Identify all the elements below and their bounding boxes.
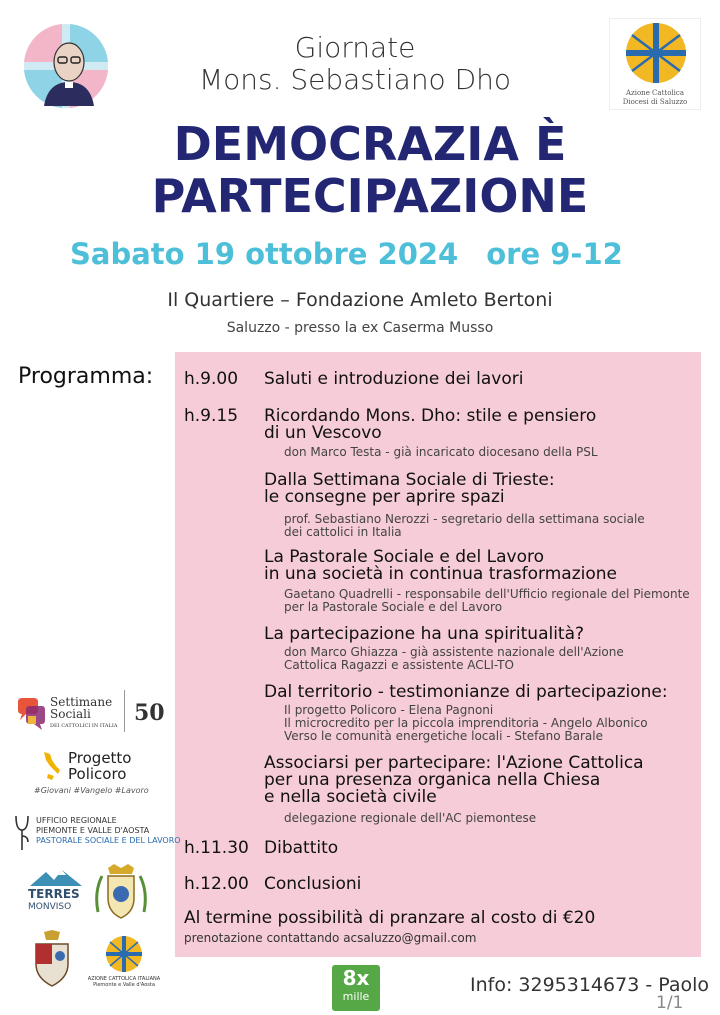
program-item-title xyxy=(264,626,584,643)
ufficio-regionale-logo xyxy=(12,812,181,854)
program-time: h.11.30 xyxy=(184,838,249,858)
program-item-title-line: Dal territorio - testimonianze di partecipazione: xyxy=(264,682,668,702)
otto-per-mille-logo xyxy=(332,965,380,1011)
program-item-title-line: di un Vescovo xyxy=(264,423,382,443)
program-item-speaker xyxy=(284,704,648,743)
program-item-title-line: per una presenza organica nella Chiesa xyxy=(264,770,601,790)
fifty-anniversary: 50 xyxy=(134,700,165,726)
terres-line1: TERRES xyxy=(28,887,80,901)
ac-italia-line1: AZIONE CATTOLICA ITALIANA xyxy=(87,976,161,982)
speaker-line: Cattolica Ragazzi e assistente ACLI-TO xyxy=(284,658,514,672)
ac-caption xyxy=(610,89,700,107)
speech-bubbles-icon xyxy=(16,696,46,732)
event-date xyxy=(70,237,670,271)
policoro-tags: #Giovani #Vangelo #Lavoro xyxy=(34,786,149,795)
ac-caption-line1: Azione Cattolica xyxy=(625,89,684,97)
program-item-speaker xyxy=(284,588,690,614)
program-item-speaker xyxy=(284,513,645,539)
terres-monviso-logo xyxy=(28,868,84,916)
progetto-policoro-logo xyxy=(34,748,154,798)
speaker-line: don Marco Testa - già incaricato diocesano della PSL xyxy=(284,445,598,459)
speaker-line: delegazione regionale dell'AC piemontese xyxy=(284,811,537,825)
bishop-arms-icon xyxy=(30,930,74,988)
logo-divider xyxy=(124,690,125,732)
program-item-title xyxy=(264,549,617,583)
venue-name: Il Quartiere – Fondazione Amleto Bertoni xyxy=(167,289,553,311)
program-item-title-line: Ricordando Mons. Dho: stile e pensiero xyxy=(264,406,597,426)
speaker-line: per la Pastorale Sociale e del Lavoro xyxy=(284,600,503,614)
series-line2: Mons. Sebastiano Dho xyxy=(198,63,512,96)
saluzzo-coat-of-arms xyxy=(92,862,150,922)
program-item-title-line: La Pastorale Sociale e del Lavoro xyxy=(264,547,544,567)
series-line1: Giornate xyxy=(294,31,416,64)
speaker-line: Verso le comunità energetiche locali - Stefano Barale xyxy=(284,729,604,743)
program-item-title-line: in una società in continua trasformazione xyxy=(264,564,617,584)
page-count: 1/1 xyxy=(656,993,684,1013)
program-item-title-line: Dalla Settimana Sociale di Trieste: xyxy=(264,470,555,490)
event-series-title xyxy=(120,32,590,96)
venue-address: Saluzzo - presso la ex Caserma Musso xyxy=(226,320,494,336)
terres-line2: MONVISO xyxy=(28,902,72,912)
program-label: Programma: xyxy=(18,364,154,389)
program-item-title xyxy=(264,684,668,701)
ac-italia-line2: Piemonte e Valle d'Aosta xyxy=(93,982,155,988)
program-item-title-line: La partecipazione ha una spiritualità? xyxy=(264,624,585,644)
event-day: Sabato 19 ottobre 2024 xyxy=(70,237,459,271)
program-item-title xyxy=(264,408,596,442)
main-title xyxy=(60,118,680,222)
ac-caption-line2: Diocesi di Saluzzo xyxy=(622,98,688,106)
upsl-monogram-icon xyxy=(12,812,32,852)
program-item-title xyxy=(264,755,644,806)
program-item-title-line: Conclusioni xyxy=(264,874,362,894)
speaker-line: Il microcredito per la piccola imprenditoria - Angelo Albonico xyxy=(284,716,648,730)
settimane-sociali-logo xyxy=(16,690,171,738)
otto-per-mille-top: 8x xyxy=(342,966,370,990)
booking-note: prenotazione contattando acsaluzzo@gmail.com xyxy=(184,931,477,945)
azione-cattolica-italiana-logo xyxy=(84,934,164,992)
event-time: ore 9-12 xyxy=(486,237,623,271)
program-time: h.9.00 xyxy=(184,369,239,389)
main-title-line2: PARTECIPAZIONE xyxy=(151,169,589,223)
program-time: h.12.00 xyxy=(184,874,249,894)
speaker-line: dei cattolici in Italia xyxy=(284,525,402,539)
program-time: h.9.15 xyxy=(184,406,239,426)
italy-map-icon xyxy=(40,750,62,782)
coat-of-arms-icon xyxy=(92,862,150,922)
program-item-title-line: Dibattito xyxy=(264,838,339,858)
program-item-title xyxy=(264,840,338,857)
settimane-line1: Settimane xyxy=(50,695,113,709)
speaker-line: don Marco Ghiazza - già assistente nazionale dell'Azione xyxy=(284,645,624,659)
settimane-line3: DEI CATTOLICI IN ITALIA xyxy=(50,723,118,729)
ufficio-line1: UFFICIO REGIONALE xyxy=(36,816,117,825)
ac-italia-cross-icon xyxy=(104,934,144,974)
program-item-speaker xyxy=(284,812,536,825)
program-item-speaker xyxy=(284,446,598,459)
settimane-line2: Sociali xyxy=(50,707,91,721)
program-item-title-line: Saluti e introduzione dei lavori xyxy=(264,369,524,389)
lunch-note: Al termine possibilità di pranzare al costo di €20 xyxy=(184,908,596,928)
ac-cross-icon xyxy=(610,19,702,87)
speaker-line: Gaetano Quadrelli - responsabile dell'Ufficio regionale del Piemonte xyxy=(284,587,690,601)
main-title-line1: DEMOCRAZIA È xyxy=(173,117,567,171)
portrait-icon xyxy=(22,22,110,110)
program-item-title-line: le consegne per aprire spazi xyxy=(264,487,505,507)
policoro-line1: Progetto xyxy=(68,749,132,767)
program-item-title-line: e nella società civile xyxy=(264,787,437,807)
azione-cattolica-saluzzo-logo xyxy=(609,18,701,110)
otto-per-mille-bottom: mille xyxy=(342,990,370,1003)
ufficio-line3: PASTORALE SOCIALE E DEL LAVORO xyxy=(36,836,181,845)
speaker-line: Il progetto Policoro - Elena Pagnoni xyxy=(284,703,494,717)
policoro-line2: Policoro xyxy=(68,765,127,783)
program-item-title xyxy=(264,876,361,893)
speaker-line: prof. Sebastiano Nerozzi - segretario della settimana sociale xyxy=(284,512,645,526)
program-item-speaker xyxy=(284,646,624,672)
dho-portrait-logo xyxy=(22,22,110,110)
bishop-coat-of-arms xyxy=(30,930,74,988)
contact-info: Info: 3295314673 - Paolo xyxy=(470,974,709,996)
program-item-title xyxy=(264,371,523,388)
program-item-title-line: Associarsi per partecipare: l'Azione Cattolica xyxy=(264,753,644,773)
ufficio-line2: PIEMONTE E VALLE D'AOSTA xyxy=(36,826,150,835)
mountain-icon xyxy=(28,868,84,888)
program-item-title xyxy=(264,472,555,506)
